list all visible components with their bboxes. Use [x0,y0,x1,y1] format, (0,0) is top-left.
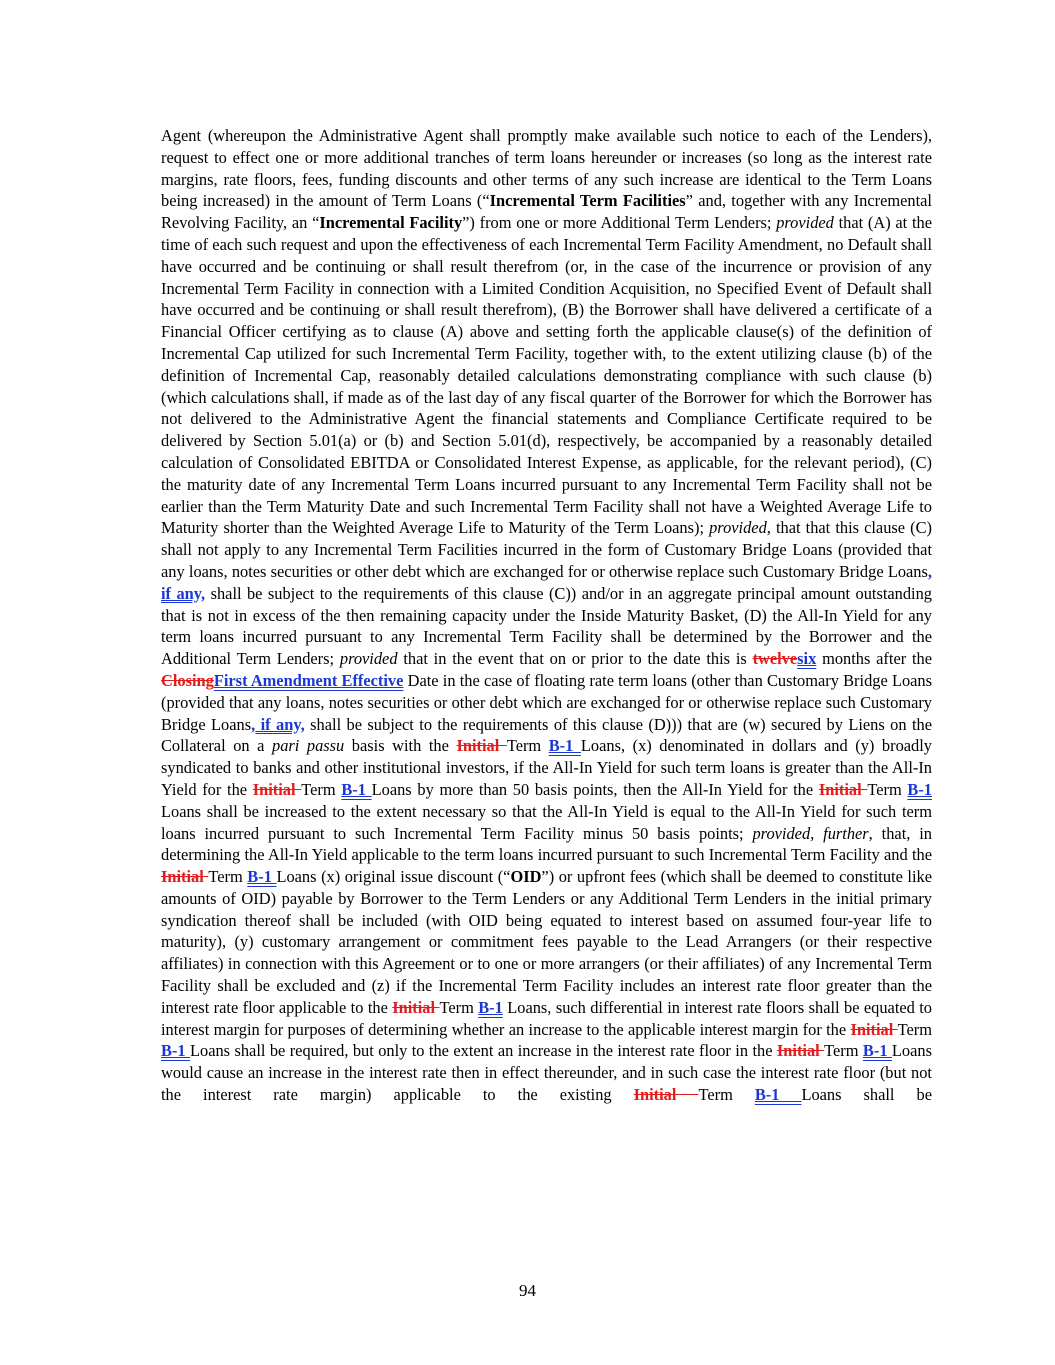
italic-term: provided [339,649,398,669]
text-run: Term [897,1019,932,1039]
text-run: basis with the [344,736,457,756]
text-run: shall be subject to the requirements of this clause (C)) and/or in an aggregate principal amount outstanding that is not in excess of the then remaining capacity under the Inside Maturity Basket, (D) the All-In Yield for any term loans incurred pursuant to any Incremental Term Facility shall be determined by the Borrower and the Additional Term Lenders; [161,583,932,669]
deleted-text: twelve [752,649,798,669]
text-run: Term [867,779,908,799]
text-run: Term [824,1041,863,1061]
italic-term: provided [776,213,834,233]
bold-term: OID [510,867,542,887]
italic-term: pari passu [272,736,345,756]
inserted-text: , if any, [251,714,305,734]
inserted-text: B-1 [548,736,581,756]
inserted-text: First Amendment Effective [213,670,404,690]
deleted-text: Initial [161,867,209,887]
inserted-text: six [797,649,817,669]
deleted-text: Initial [252,779,302,799]
text-run: ”) from one or more Additional Term Lenders; [462,213,777,233]
inserted-text: B-1 [862,1041,892,1061]
text-run: months after the [816,649,932,669]
body-paragraph [161,125,932,1106]
text-run: Loans would cause an increase in the interest rate then in effect thereunder, and in such case the interest rate floor (but not the interest rate margin) applicable to the existing [161,1041,932,1105]
text-run: Term [698,1085,755,1105]
text-run: ”) or upfront fees (which shall be deemed to constitute like amounts of OID) payable by Borrower to the Term Lenders or any Additional Term Lenders in the initial primary syndication thereof shall be included (with OID being equated to interest based on assumed four-year life to maturity), (y) customary arrangement or commitment fees payable to the Lead Arrangers (or their respective affiliates) in connection with this Agreement or to one or more arrangers (or their affiliates) of any Incremental Term Facility shall be excluded and (z) if the Incremental Term Facility includes an interest rate floor greater than the interest rate floor applicable to the [161,867,932,1017]
deleted-text: Initial [633,1085,699,1105]
italic-term: provided [709,518,767,538]
text-run: Agent (whereupon the Administrative Agent shall promptly make available such notice to each of the Lenders), request to effect one or more additional tranches of term loans hereunder or increases (so long as the interest rate margins, rate floors, fees, funding discounts and other terms of any such increase are identical to the Term Loans being increased) in the amount of Term Loans (“ [161,126,932,211]
text-run: Loans (x) original issue discount (“ [276,867,511,887]
deleted-text: Initial [776,1041,825,1061]
deleted-text: Closing [161,670,214,690]
page-number: 94 [519,1281,536,1300]
text-run: , that, in determining the All-In Yield applicable to the term loans incurred pursuant to such Incremental Term Facility and the [161,823,932,865]
text-run: , that that this clause (C) shall not apply to any Incremental Term Facilities incurred in the form of Customary Bridge Loans (provided that any loans, notes securities or other debt which are exchanged for or otherwise replace such Customary Bridge Loans [161,518,932,581]
text-run: Loans by more than 50 basis points, then the All-In Yield for the [371,779,819,799]
inserted-text: , if any, [161,561,932,603]
text-run: Loans, (x) denominated in dollars and (y) broadly syndicated to banks and other institutional investors, if the All-In Yield for such term loans is greater than the All-In Yield for the [161,736,932,799]
text-run: Loans shall be required, but only to the extent an increase in the interest rate floor in the [190,1041,777,1061]
inserted-text: B-1 [161,1041,190,1061]
inserted-text: B-1 [247,867,277,887]
text-run: ” and, together with any Incremental Revolving Facility, an “ [161,191,932,233]
text-run: that in the event that on or prior to the date this is [397,649,753,669]
text-run: that (A) at the time of each such request and upon the effectiveness of each Incremental Term Facility Amendment, no Default shall have occurred and be continuing or shall result therefrom (or, in the case of the incurrence or provision of any Incremental Term Facility in connection with a Limited Condition Acquisition, no Specified Event of Default shall have occurred and be continuing or shall result therefrom), (B) the Borrower shall have delivered a certificate of a Financial Officer certifying as to clause (A) above and setting forth the applicable clause(s) of the definition of Incremental Cap utilized for such Incremental Term Facility, together with, to the extent utilizing clause (b) of the definition of Incremental Cap, reasonably detailed calculations demonstrating compliance with such clause (b) (which calculations shall, if made as of the last day of any fiscal quarter of the Borrower for which the Borrower has not delivered to the Administrative Agent the financial statements and Compliance Certificate required to be delivered by Section 5.01(a) or (b) and Section 5.01(d), respectively, be accompanied by a reasonably detailed calculation of Consolidated EBITDA or Consolidated Interest Expense, as applicable, for the relevant period), (C) the maturity date of any Incremental Term Loans incurred pursuant to any Incremental Term Facility shall not be earlier than the Term Maturity Date and such Incremental Term Facility shall not have a Weighted Average Life to Maturity shorter than the Weighted Average Life to Maturity of the Term Loans); [161,213,932,538]
italic-term: provided, further [752,823,869,843]
text-run: Loans shall be [801,1085,932,1105]
text-run: shall be subject to the requirements of this clause (D))) that are (w) secured by Liens on the Collateral on a [161,714,932,756]
inserted-text: B-1 [754,1085,802,1105]
bold-term: Incremental Term Facilities [489,191,686,211]
document-page [161,125,932,1106]
text-run: Term [208,867,248,887]
inserted-text: B-1 [907,779,932,799]
inserted-text: B-1 [478,997,503,1017]
deleted-text: Initial [818,779,868,799]
deleted-text: Initial [456,736,507,756]
text-run: Term [439,997,479,1017]
text-run: Loans shall be increased to the extent necessary so that the All-In Yield is equal to the All-In Yield for such term loans incurred pursuant to such Incremental Term Facility minus 50 basis points; [161,801,932,843]
text-run: Term [301,779,342,799]
deleted-text: Initial [392,997,440,1017]
inserted-text: B-1 [341,779,372,799]
text-run: Loans, such differential in interest rate floors shall be equated to interest margin for purposes of determining whether an increase to the applicable interest margin for the [161,997,932,1039]
text-run: Term [506,736,549,756]
deleted-text: Initial [850,1019,898,1039]
text-run: Date in the case of floating rate term loans (other than Customary Bridge Loans (provided that any loans, notes securities or other debt which are exchanged for or otherwise replace such Customary Bridge Loans [161,670,932,734]
bold-term: Incremental Facility [319,213,463,233]
